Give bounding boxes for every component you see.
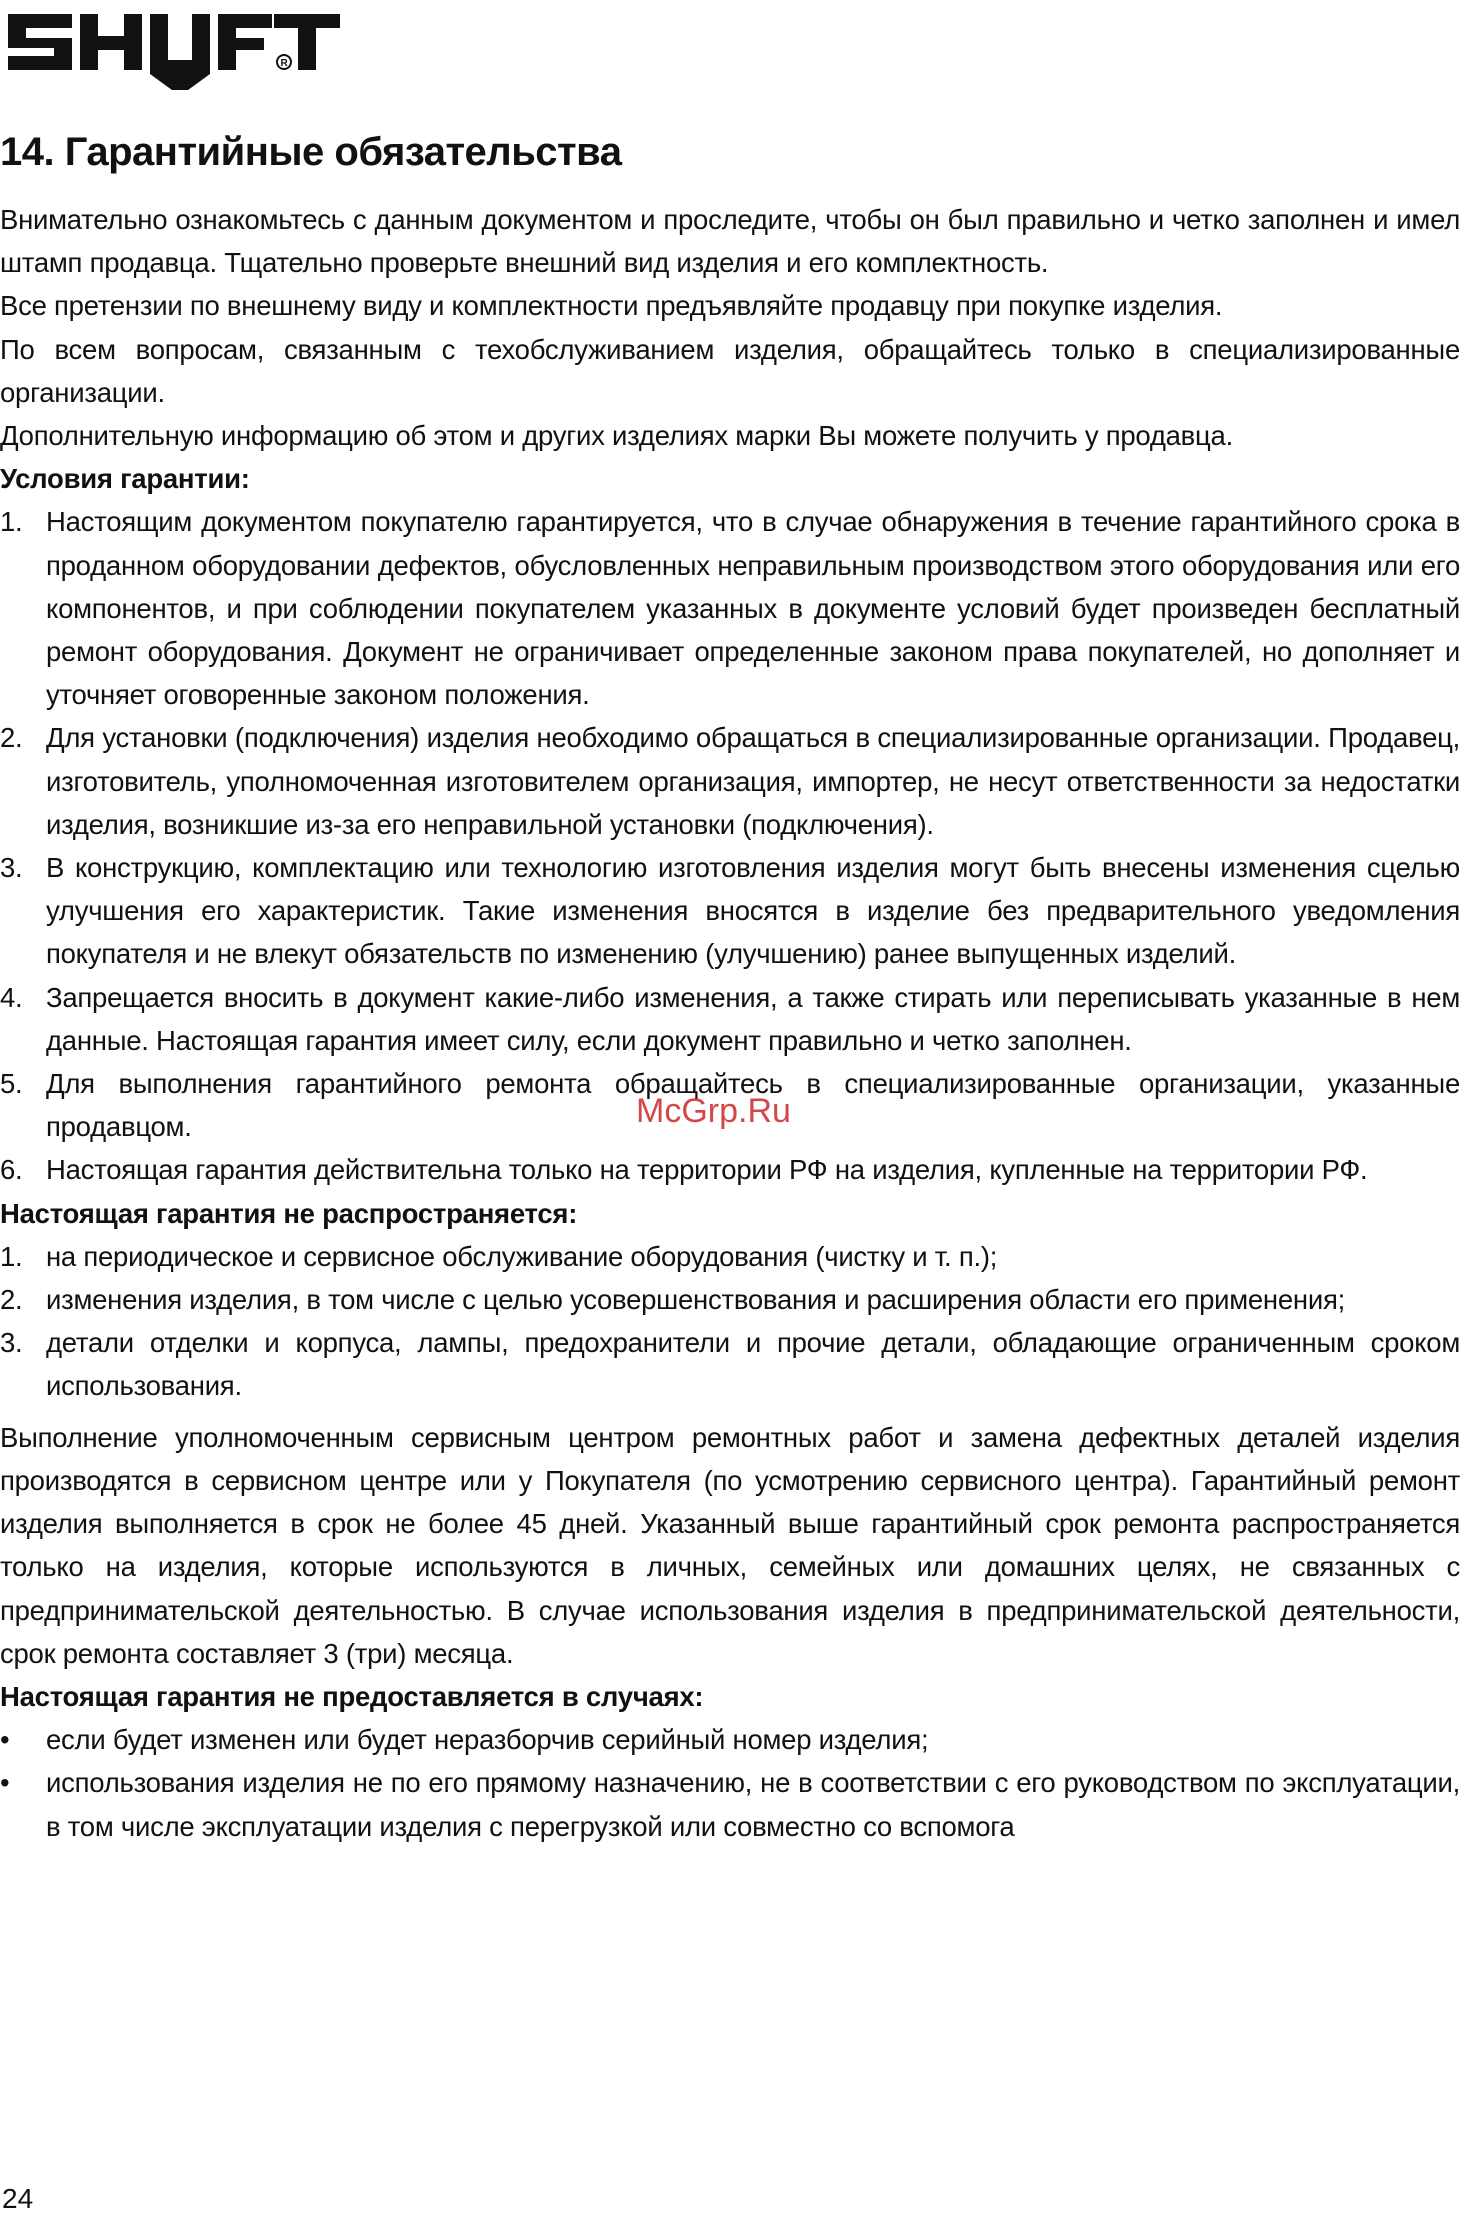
service-paragraph: Выполнение уполномоченным сервисным центром ремонтных работ и замена дефектных деталей изделия производятся в сервисном центре или у Покупателя (по усмотрению сервисного центра). Гарантийный ремонт изделия выполняется в срок не более 45 дней. Указанный выше гарантийный срок ремонта распространяется только на изделия, которые используются в личных, семейных или домашних целях, не связанных с предпринимательской деятельностью. В случае использования изделия в предпринимательской деятельности, срок ремонта составляет 3 (три) месяца. — [0, 1421, 1460, 1669]
list-item-text: использования изделия не по его прямому назначению, не в соответствии с его руководством по эксплуатации, в том числе эксплуатации изделия с перегрузкой или совместно со вспомога — [46, 1767, 1460, 1842]
list-item — [0, 1718, 1460, 1761]
list-item — [0, 716, 1460, 846]
list-item-text: В конструкцию, комплектацию или технологию изготовления изделия могут быть внесены изменения сцелью улучшения его характеристик. Такие изменения вносятся в изделие без предварительного уведомления покупателя и не влекут обязательств по изменению (улучшению) ранее выпущенных изделий. — [46, 852, 1460, 970]
list-item — [0, 1148, 1460, 1191]
exclusions-list — [0, 1235, 1460, 1408]
list-item — [0, 1278, 1460, 1321]
list-item — [0, 846, 1460, 976]
list-item-text: Для выполнения гарантийного ремонта обращайтесь в специализированные организации, указанные продавцом. — [46, 1068, 1460, 1143]
bullet-icon: • — [0, 1767, 10, 1799]
list-item — [0, 1235, 1460, 1278]
list-item-text: Настоящая гарантия действительна только на территории РФ на изделия, купленные на территории РФ. — [46, 1154, 1368, 1186]
list-item-text: Запрещается вносить в документ какие-либо изменения, а также стирать или переписывать указанные в нем данные. Настоящая гарантия имеет силу, если документ правильно и четко заполнен. — [46, 981, 1460, 1056]
list-number: 5. — [0, 1068, 23, 1100]
document-body — [0, 198, 1460, 1848]
list-number: 6. — [0, 1154, 23, 1186]
intro-paragraph: По всем вопросам, связанным с техобслуживанием изделия, обращайтесь только в специализированные организации. — [0, 333, 1460, 408]
list-item-text: детали отделки и корпуса, лампы, предохранители и прочие детали, обладающие ограниченным сроком использования. — [46, 1327, 1460, 1402]
list-number: 1. — [0, 1240, 23, 1272]
conditions-list — [0, 500, 1460, 1191]
list-number: 4. — [0, 981, 23, 1013]
list-item-text: изменения изделия, в том числе с целью усовершенствования и расширения области его применения; — [46, 1284, 1345, 1316]
list-number: 2. — [0, 722, 23, 754]
list-item — [0, 1761, 1460, 1847]
page-title: 14. Гарантийные обязательства — [0, 130, 622, 174]
list-item-text: Для установки (подключения) изделия необходимо обращаться в специализированные организации. Продавец, изготовитель, уполномоченная изготовителем организация, импортер, не несут ответственности за недостатки изделия, возникшие из-за его неправильной установки (подключения). — [46, 722, 1460, 840]
intro-paragraph: Внимательно ознакомьтесь с данным документом и проследите, чтобы он был правильно и четко заполнен и имел штамп продавца. Тщательно проверьте внешний вид изделия и его комплектность. — [0, 204, 1460, 279]
watermark: McGrp.Ru — [636, 1092, 791, 1130]
list-item — [0, 500, 1460, 716]
page-number: 24 — [2, 2183, 34, 2214]
list-item — [0, 976, 1460, 1062]
conditions-heading: Условия гарантии: — [0, 463, 250, 495]
exclusions-heading: Настоящая гарантия не распространяется: — [0, 1197, 578, 1229]
list-number: 2. — [0, 1284, 23, 1316]
list-number: 3. — [0, 852, 23, 884]
list-item — [0, 1321, 1460, 1407]
intro-paragraph: Все претензии по внешнему виду и комплектности предъявляйте продавцу при покупке изделия. — [0, 290, 1223, 322]
svg-text:R: R — [280, 58, 288, 69]
list-item-text: на периодическое и сервисное обслуживание оборудования (чистку и т. п.); — [46, 1240, 998, 1272]
not-provided-list — [0, 1718, 1460, 1848]
list-number: 1. — [0, 506, 23, 538]
list-item-text: если будет изменен или будет неразборчив серийный номер изделия; — [46, 1724, 929, 1756]
shuft-logo — [2, 4, 346, 94]
not-provided-heading: Настоящая гарантия не предоставляется в случаях: — [0, 1680, 704, 1712]
list-item-text: Настоящим документом покупателю гарантируется, что в случае обнаружения в течение гарантийного срока в проданном оборудовании дефектов, обусловленных неправильным производством этого оборудования или его компонентов, и при соблюдении покупателем указанных в документе условий будет произведен бесплатный ремонт оборудования. Документ не ограничивает определенные законом права покупателей, но дополняет и уточняет оговоренные законом положения. — [46, 506, 1460, 711]
list-number: 3. — [0, 1327, 23, 1359]
intro-paragraph: Дополнительную информацию об этом и других изделиях марки Вы можете получить у продавца. — [0, 420, 1233, 452]
bullet-icon: • — [0, 1724, 10, 1756]
